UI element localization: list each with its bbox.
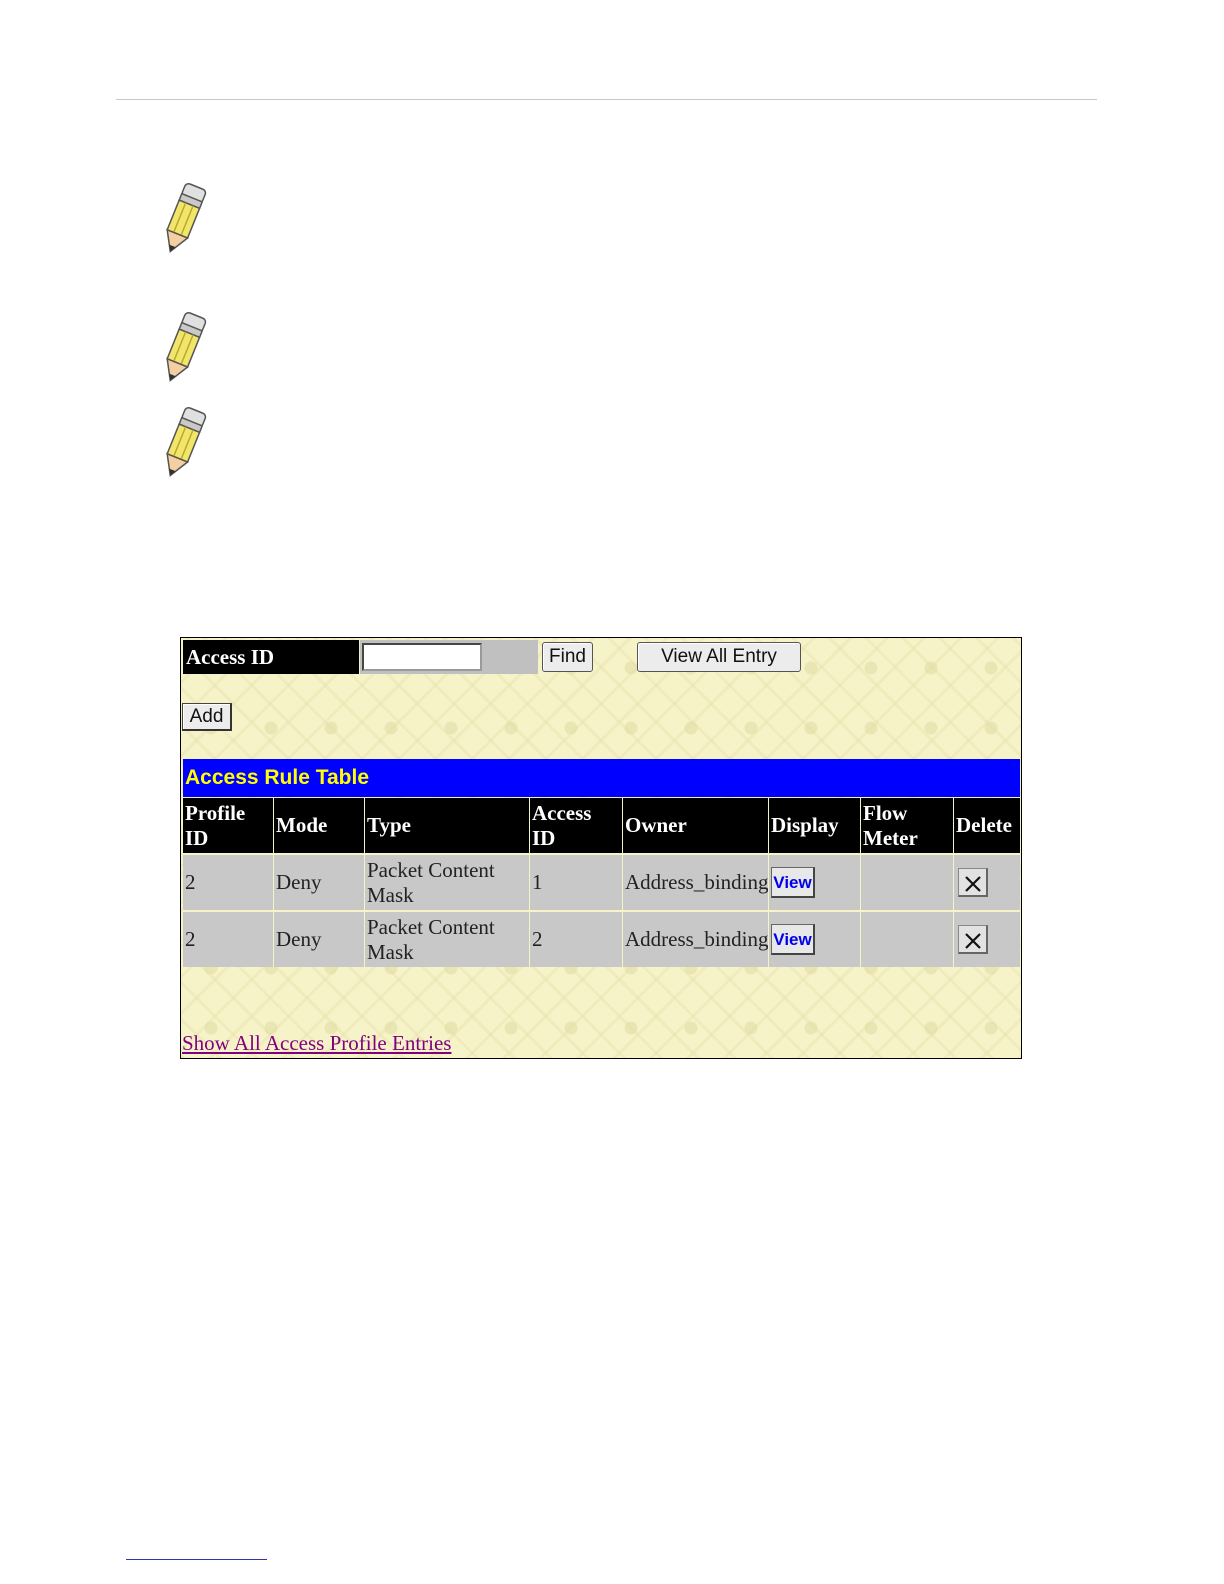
cell-owner: Address_binding: [623, 853, 769, 910]
pencil-note-icon: [152, 180, 214, 260]
access-id-input[interactable]: [362, 643, 482, 671]
cell-profile-id: 2: [183, 853, 274, 910]
cell-access-id: 2: [530, 910, 623, 967]
cell-access-id: 1: [530, 853, 623, 910]
header-delete: Delete: [954, 798, 1020, 853]
access-id-input-cell: [360, 640, 538, 674]
delete-button[interactable]: [958, 868, 988, 897]
find-button[interactable]: Find: [542, 642, 593, 672]
header-access-id: Access ID: [530, 798, 623, 853]
pencil-note-icon: [152, 404, 214, 484]
access-rule-table: [183, 798, 1020, 967]
cell-delete: [954, 853, 1020, 910]
cell-display: [769, 910, 861, 967]
page-header-rule: [116, 99, 1097, 100]
view-button[interactable]: View: [771, 924, 815, 955]
cell-delete: [954, 910, 1020, 967]
access-id-label: Access ID: [183, 640, 359, 674]
close-x-icon: [963, 874, 983, 894]
table-header-row: [183, 798, 1020, 853]
header-owner: Owner: [623, 798, 769, 853]
header-type: Type: [365, 798, 530, 853]
delete-button[interactable]: [958, 925, 988, 954]
header-profile-id: Profile ID: [183, 798, 274, 853]
cell-profile-id: 2: [183, 910, 274, 967]
cell-owner: Address_binding: [623, 910, 769, 967]
pencil-note-icon: [152, 309, 214, 389]
access-rule-panel: [180, 637, 1022, 1059]
header-display: Display: [769, 798, 861, 853]
add-button[interactable]: Add: [182, 703, 232, 731]
table-row: [183, 853, 1020, 910]
table-title: Access Rule Table: [183, 759, 1020, 797]
view-all-entry-button[interactable]: View All Entry: [637, 642, 801, 672]
cell-type: Packet Content Mask: [365, 910, 530, 967]
close-x-icon: [963, 931, 983, 951]
view-button[interactable]: View: [771, 867, 815, 898]
footer-rule: [126, 1559, 267, 1560]
show-all-access-profile-entries-link[interactable]: Show All Access Profile Entries: [182, 1031, 452, 1055]
cell-mode: Deny: [274, 853, 365, 910]
cell-display: [769, 853, 861, 910]
table-row: [183, 910, 1020, 967]
cell-type: Packet Content Mask: [365, 853, 530, 910]
header-flow-meter: Flow Meter: [861, 798, 954, 853]
cell-flow-meter: [861, 910, 954, 967]
header-mode: Mode: [274, 798, 365, 853]
cell-mode: Deny: [274, 910, 365, 967]
cell-flow-meter: [861, 853, 954, 910]
